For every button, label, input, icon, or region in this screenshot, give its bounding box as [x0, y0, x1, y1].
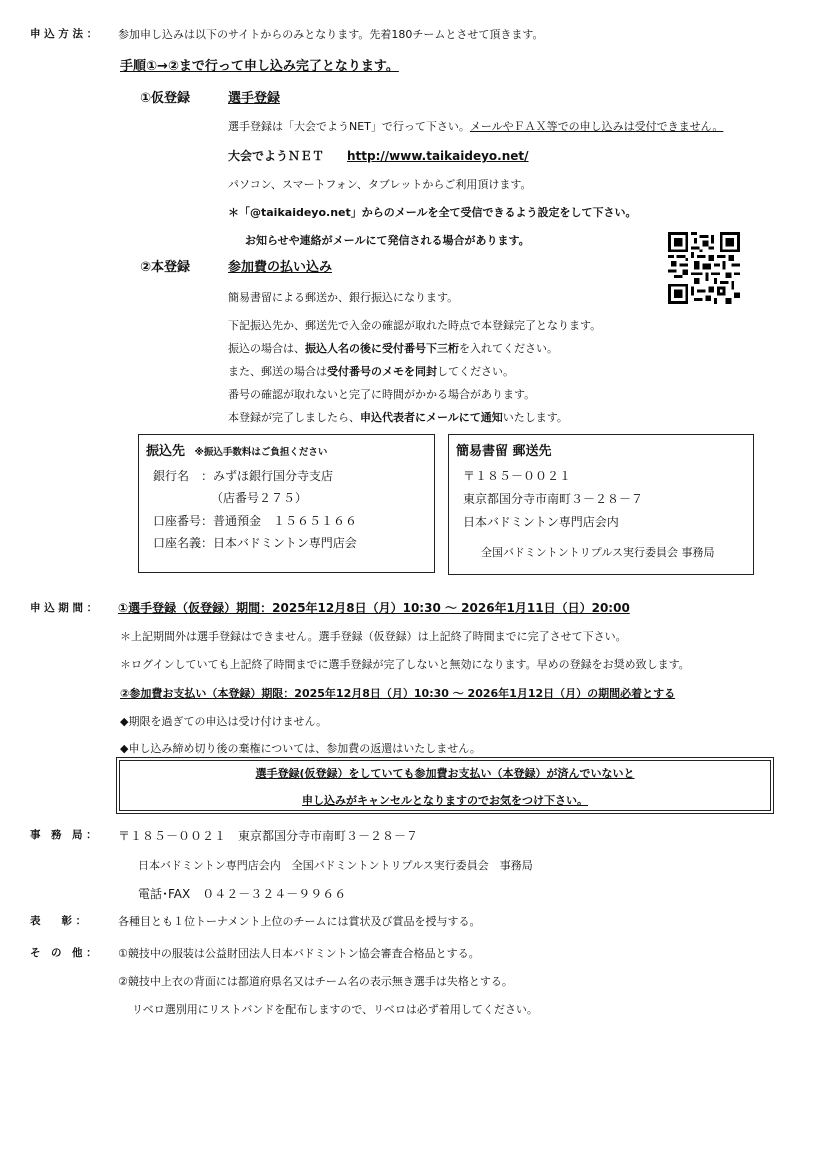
step1-title: 選手登録	[228, 91, 281, 106]
step2-line3	[228, 342, 558, 355]
step1-line1-a: 選手登録は「大会でようNET」で行って下さい。	[228, 120, 470, 133]
period-line2: ②参加費お支払い（本登録）期限：2025年12月8日（月）10:30 ～ 2026年1月12日（月）の期間必着とする	[120, 687, 676, 700]
qr-code-icon	[666, 232, 742, 304]
office-label: 事 務 局 ：	[30, 829, 97, 841]
step2-label: ②本登録	[140, 260, 191, 275]
mail-note2: お知らせや連絡がメールにて発信される場合があります。	[245, 234, 530, 247]
step2-line1: 簡易書留による郵送か、銀行振込になります。	[228, 291, 459, 304]
other-line2: ②競技中上衣の背面には都道府県名又はチーム名の表示無き選手は失格とする。	[118, 975, 513, 988]
branch-number: （店番号２７５）	[211, 491, 308, 505]
steps-heading: 手順①→②まで行って申し込み完了となります。	[120, 59, 399, 74]
account-number: 口座番号：普通預金 １５６５１６６	[153, 514, 358, 528]
bank-fee-note: ※振込手数料はご負担ください	[194, 447, 328, 458]
step2-line4-b: 受付番号のメモを同封	[327, 365, 437, 378]
step2-title: 参加費の払い込み	[228, 260, 333, 275]
step2-line6-a: 本登録が完了しましたら、	[228, 411, 360, 424]
warning-line2: 申し込みがキャンセルとなりますのでお気をつけ下さい。	[302, 794, 588, 807]
site-url-link[interactable]: http://www.taikaideyo.net/	[347, 149, 529, 163]
site-name: 大会でようＮＥＴ	[228, 149, 325, 163]
award-text: 各種目とも１位トーナメント上位のチームには賞状及び賞品を授与する。	[118, 915, 481, 928]
warning-line1: 選手登録(仮登録）をしていても参加費お支払い（本登録）が済んでいないと	[255, 767, 635, 780]
step2-line2: 下記振込先か、郵送先で入金の確認が取れた時点で本登録完了となります。	[228, 319, 602, 332]
step2-line5: 番号の確認が取れないと完了に時間がかかる場合があります。	[228, 388, 536, 401]
step2-line6	[228, 411, 568, 424]
office-line1: 〒１８５－００２１ 東京都国分寺市南町３－２８－７	[118, 829, 419, 843]
step2-line3-a: 振込の場合は、	[228, 342, 305, 355]
step2-line4-c: してください。	[437, 365, 514, 378]
other-line1: ①競技中の服装は公益財団法人日本バドミントン協会審査合格品とする。	[118, 947, 480, 960]
mail-org: 全国バドミントントリプルス実行委員会 事務局	[481, 546, 715, 559]
period-note1: ＊上記期間外は選手登録はできません。選手登録（仮登録）は上記終了時間までに完了させて下さい。	[120, 630, 627, 643]
mail-box-title: 簡易書留 郵送先	[456, 444, 552, 459]
office-line2: 日本バドミントン専門店会内 全国バドミントントリプルス実行委員会 事務局	[138, 859, 533, 872]
step1-line1	[228, 120, 723, 133]
period-label: 申 込 期 間 ：	[30, 602, 98, 614]
bank-box-title: 振込先	[146, 444, 186, 459]
other-line3: リベロ選別用にリストバンドを配布しますので、リベロは必ず着用してください。	[132, 1003, 538, 1016]
step1-label: ①仮登録	[140, 91, 191, 106]
warning-box	[116, 757, 774, 814]
step2-line3-b: 振込人名の後に受付番号下三桁	[305, 342, 459, 355]
office-phone: 電話･FAX ０４２－３２４－９９６６	[138, 887, 347, 901]
apply-method-text: 参加申し込みは以下のサイトからのみとなります。先着180チームとさせて頂きます。	[118, 28, 544, 41]
devices-text: パソコン、スマートフォン、タブレットからご利用頂けます。	[228, 178, 532, 191]
other-label: そ の 他 ：	[30, 947, 97, 959]
mail-address: 東京都国分寺市南町３－２８－７	[463, 492, 644, 506]
step2-line6-b: 申込代表者にメールにて通知	[360, 411, 503, 424]
step2-line3-c: を入れてください。	[459, 342, 558, 355]
mail-building: 日本バドミントン専門店会内	[463, 515, 619, 529]
award-label: 表 彰 ：	[30, 915, 87, 927]
apply-method-label: 申 込 方 法 ：	[30, 28, 98, 40]
step2-line4	[228, 365, 514, 378]
step1-line1-b: メールやＦＡＸ等での申し込みは受付できません。	[469, 120, 724, 133]
mail-zip: 〒１８５－００２１	[463, 469, 572, 483]
step2-line4-a: また、郵送の場合は	[228, 365, 327, 378]
bank-name: 銀行名 ：みずほ銀行国分寺支店	[153, 469, 334, 483]
mail-address-box	[448, 434, 754, 575]
period-note3: ◆期限を過ぎての申込は受け付けません。	[120, 715, 328, 728]
period-line1: ①選手登録（仮登録）期間：2025年12月8日（月）10:30 ～ 2026年1月11日（日）20:00	[118, 601, 630, 615]
account-name: 口座名義：日本バドミントン専門店会	[153, 536, 357, 550]
bank-box-heading	[146, 444, 327, 460]
period-note2: ＊ログインしていても上記終了時間までに選手登録が完了しないと無効になります。早めの登録をお奨め致します。	[120, 658, 690, 671]
mail-note: ＊「@taikaideyo.net」からのメールを全て受信できるよう設定をして下さい。	[228, 206, 637, 219]
step2-line6-c: いたします。	[502, 411, 568, 424]
period-note4: ◆申し込み締め切り後の棄権については、参加費の返還はいたしません。	[120, 742, 481, 755]
bank-transfer-box	[138, 434, 435, 573]
